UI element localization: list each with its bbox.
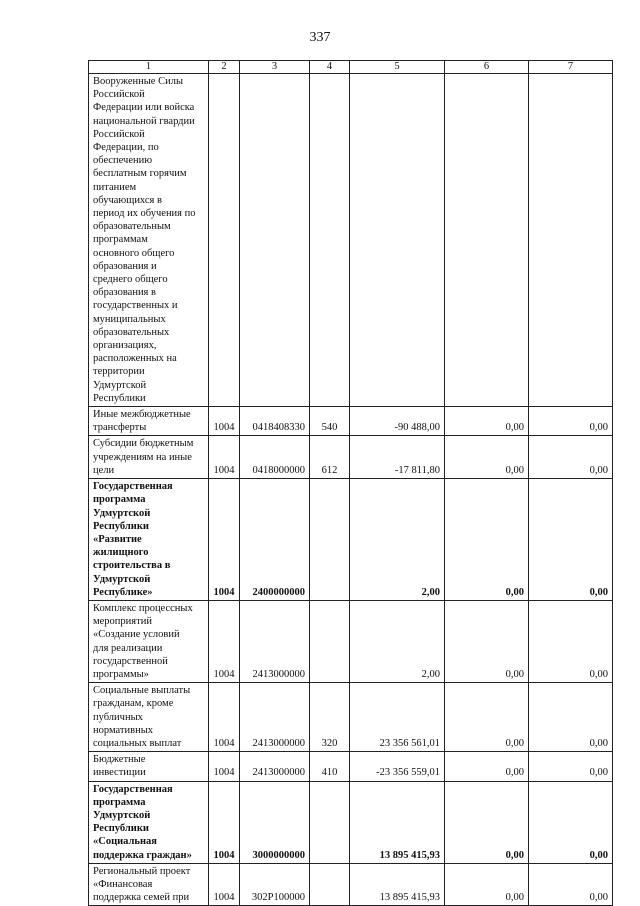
row-name-line: Российской (93, 89, 145, 101)
table-row (89, 479, 613, 601)
row-name-line: мероприятий (93, 616, 152, 628)
amount-year-2: 0,00 (445, 781, 529, 863)
section-code: 1004 (209, 863, 240, 906)
section-code: 1004 (209, 600, 240, 682)
row-name-line: программа (93, 494, 146, 506)
amount-year-3: 0,00 (529, 683, 613, 752)
row-name-line: программам (93, 234, 148, 246)
target-code: 0418408330 (240, 407, 310, 436)
section-code: 1004 (209, 407, 240, 436)
row-name-line: образования в (93, 287, 156, 299)
row-name-line: Федерации или войска (93, 102, 195, 114)
row-name-line: бесплатным горячим (93, 168, 187, 180)
amount-current-year: 13 895 415,93 (350, 781, 445, 863)
amount-current-year: -23 356 559,01 (350, 752, 445, 781)
row-name-line: программа (93, 796, 146, 808)
expense-type-code: 540 (310, 407, 350, 436)
page-number: 337 (309, 30, 331, 45)
row-name-line: государственной (93, 655, 168, 667)
amount-year-2 (445, 74, 529, 407)
row-name-line: Республики (93, 392, 146, 404)
amount-year-3 (529, 74, 613, 407)
amount-current-year: 2,00 (350, 479, 445, 601)
amount-current-year: -17 811,80 (350, 436, 445, 479)
row-name (89, 74, 209, 407)
target-code: 2400000000 (240, 479, 310, 601)
table-row (89, 781, 613, 863)
row-name-line: «Социальная (93, 836, 157, 848)
row-name-line: гражданам, кроме (93, 698, 174, 710)
amount-year-3: 0,00 (529, 407, 613, 436)
section-code: 1004 (209, 479, 240, 601)
row-name-line: образования и (93, 260, 157, 272)
target-code: 2413000000 (240, 752, 310, 781)
amount-current-year (350, 74, 445, 407)
target-code: 0418000000 (240, 436, 310, 479)
amount-year-3: 0,00 (529, 436, 613, 479)
amount-year-3: 0,00 (529, 781, 613, 863)
row-name-line: образовательным (93, 221, 171, 233)
row-name-line: период их обучения по (93, 208, 196, 220)
row-name-line: питанием (93, 181, 137, 193)
table-row (89, 407, 613, 436)
row-name-line: обучающихся в (93, 194, 162, 206)
row-name-line: жилищного (93, 547, 149, 559)
amount-current-year: -90 488,00 (350, 407, 445, 436)
amount-current-year: 23 356 561,01 (350, 683, 445, 752)
row-name-line: Бюджетные (93, 754, 146, 766)
table-row (89, 683, 613, 752)
row-name (89, 683, 209, 752)
row-name-line: Государственная (93, 481, 173, 493)
expense-type-code: 612 (310, 436, 350, 479)
row-name-line: строительства в (93, 560, 171, 572)
amount-current-year: 2,00 (350, 600, 445, 682)
row-name-line: Иные межбюджетные (93, 409, 191, 421)
target-code: 302P100000 (240, 863, 310, 906)
table-row (89, 74, 613, 407)
section-code (209, 74, 240, 407)
section-code: 1004 (209, 436, 240, 479)
row-name-line: Республики (93, 823, 149, 835)
amount-year-3: 0,00 (529, 752, 613, 781)
row-name-line: Республики (93, 520, 149, 532)
amount-year-3: 0,00 (529, 863, 613, 906)
row-name-line: Региональный проект (93, 865, 191, 877)
row-name-line: национальной гвардии (93, 115, 195, 127)
row-name (89, 781, 209, 863)
row-name-line: образовательных (93, 326, 170, 338)
row-name-line: Российской (93, 128, 145, 140)
amount-year-2: 0,00 (445, 436, 529, 479)
amount-year-2: 0,00 (445, 683, 529, 752)
column-header: 4 (310, 61, 350, 74)
expense-type-code: 410 (310, 752, 350, 781)
section-code: 1004 (209, 752, 240, 781)
row-name (89, 600, 209, 682)
amount-year-3: 0,00 (529, 479, 613, 601)
amount-year-2: 0,00 (445, 752, 529, 781)
target-code (240, 74, 310, 407)
row-name-line: расположенных на (93, 353, 177, 365)
row-name-line: Комплекс процессных (93, 602, 193, 614)
row-name-line: среднего общего (93, 274, 168, 286)
row-name-line: территории (93, 366, 145, 378)
amount-year-2: 0,00 (445, 863, 529, 906)
column-header: 2 (209, 61, 240, 74)
header-row (89, 61, 613, 74)
row-name (89, 863, 209, 906)
row-name-line: публичных (93, 711, 143, 723)
target-code: 2413000000 (240, 600, 310, 682)
row-name-line: организациях, (93, 340, 157, 352)
row-name-line: обеспечению (93, 155, 153, 167)
expense-type-code (310, 74, 350, 407)
row-name-line: инвестиции (93, 767, 146, 779)
row-name-line: Государственная (93, 783, 173, 795)
expense-type-code: 320 (310, 683, 350, 752)
amount-year-2: 0,00 (445, 407, 529, 436)
row-name-line: «Развитие (93, 533, 142, 545)
amount-year-3: 0,00 (529, 600, 613, 682)
amount-current-year: 13 895 415,93 (350, 863, 445, 906)
expense-type-code (310, 479, 350, 601)
row-name (89, 479, 209, 601)
row-name-line: социальных выплат (93, 737, 182, 749)
row-name (89, 752, 209, 781)
table-body (89, 74, 613, 906)
section-code: 1004 (209, 683, 240, 752)
row-name-line: Социальные выплаты (93, 685, 191, 697)
row-name-line: поддержка граждан» (93, 849, 192, 861)
table-row (89, 863, 613, 906)
target-code: 2413000000 (240, 683, 310, 752)
row-name-line: основного общего (93, 247, 175, 259)
row-name-line: для реализации (93, 642, 163, 654)
table-row (89, 600, 613, 682)
row-name-line: нормативных (93, 724, 154, 736)
row-name-line: Удмуртской (93, 809, 151, 821)
row-name (89, 436, 209, 479)
row-name (89, 407, 209, 436)
budget-table (88, 60, 613, 906)
column-header: 7 (529, 61, 613, 74)
row-name-line: Вооруженные Силы (93, 76, 183, 87)
row-name-line: «Создание условий (93, 629, 180, 641)
row-name-line: трансферты (93, 422, 147, 434)
expense-type-code (310, 781, 350, 863)
column-header: 1 (89, 61, 209, 74)
row-name-line: Удмуртской (93, 507, 151, 519)
row-name-line: Субсидии бюджетным (93, 438, 194, 450)
amount-year-2: 0,00 (445, 479, 529, 601)
row-name-line: Удмуртской (93, 573, 151, 585)
row-name-line: Федерации, по (93, 142, 159, 154)
expense-type-code (310, 600, 350, 682)
section-code: 1004 (209, 781, 240, 863)
row-name-line: государственных и (93, 300, 178, 312)
row-name-line: Республике» (93, 586, 153, 598)
row-name-line: учреждениям на иные (93, 451, 192, 463)
column-header: 6 (445, 61, 529, 74)
row-name-line: цели (93, 464, 115, 476)
expense-type-code (310, 863, 350, 906)
target-code: 3000000000 (240, 781, 310, 863)
amount-year-2: 0,00 (445, 600, 529, 682)
row-name-line: муниципальных (93, 313, 166, 325)
column-header: 3 (240, 61, 310, 74)
row-name-line: поддержка семей при (93, 892, 190, 904)
row-name-line: «Финансовая (93, 878, 153, 890)
row-name-line: Удмуртской (93, 379, 147, 391)
table-row (89, 752, 613, 781)
row-name-line: программы» (93, 668, 149, 680)
table-row (89, 436, 613, 479)
column-header: 5 (350, 61, 445, 74)
